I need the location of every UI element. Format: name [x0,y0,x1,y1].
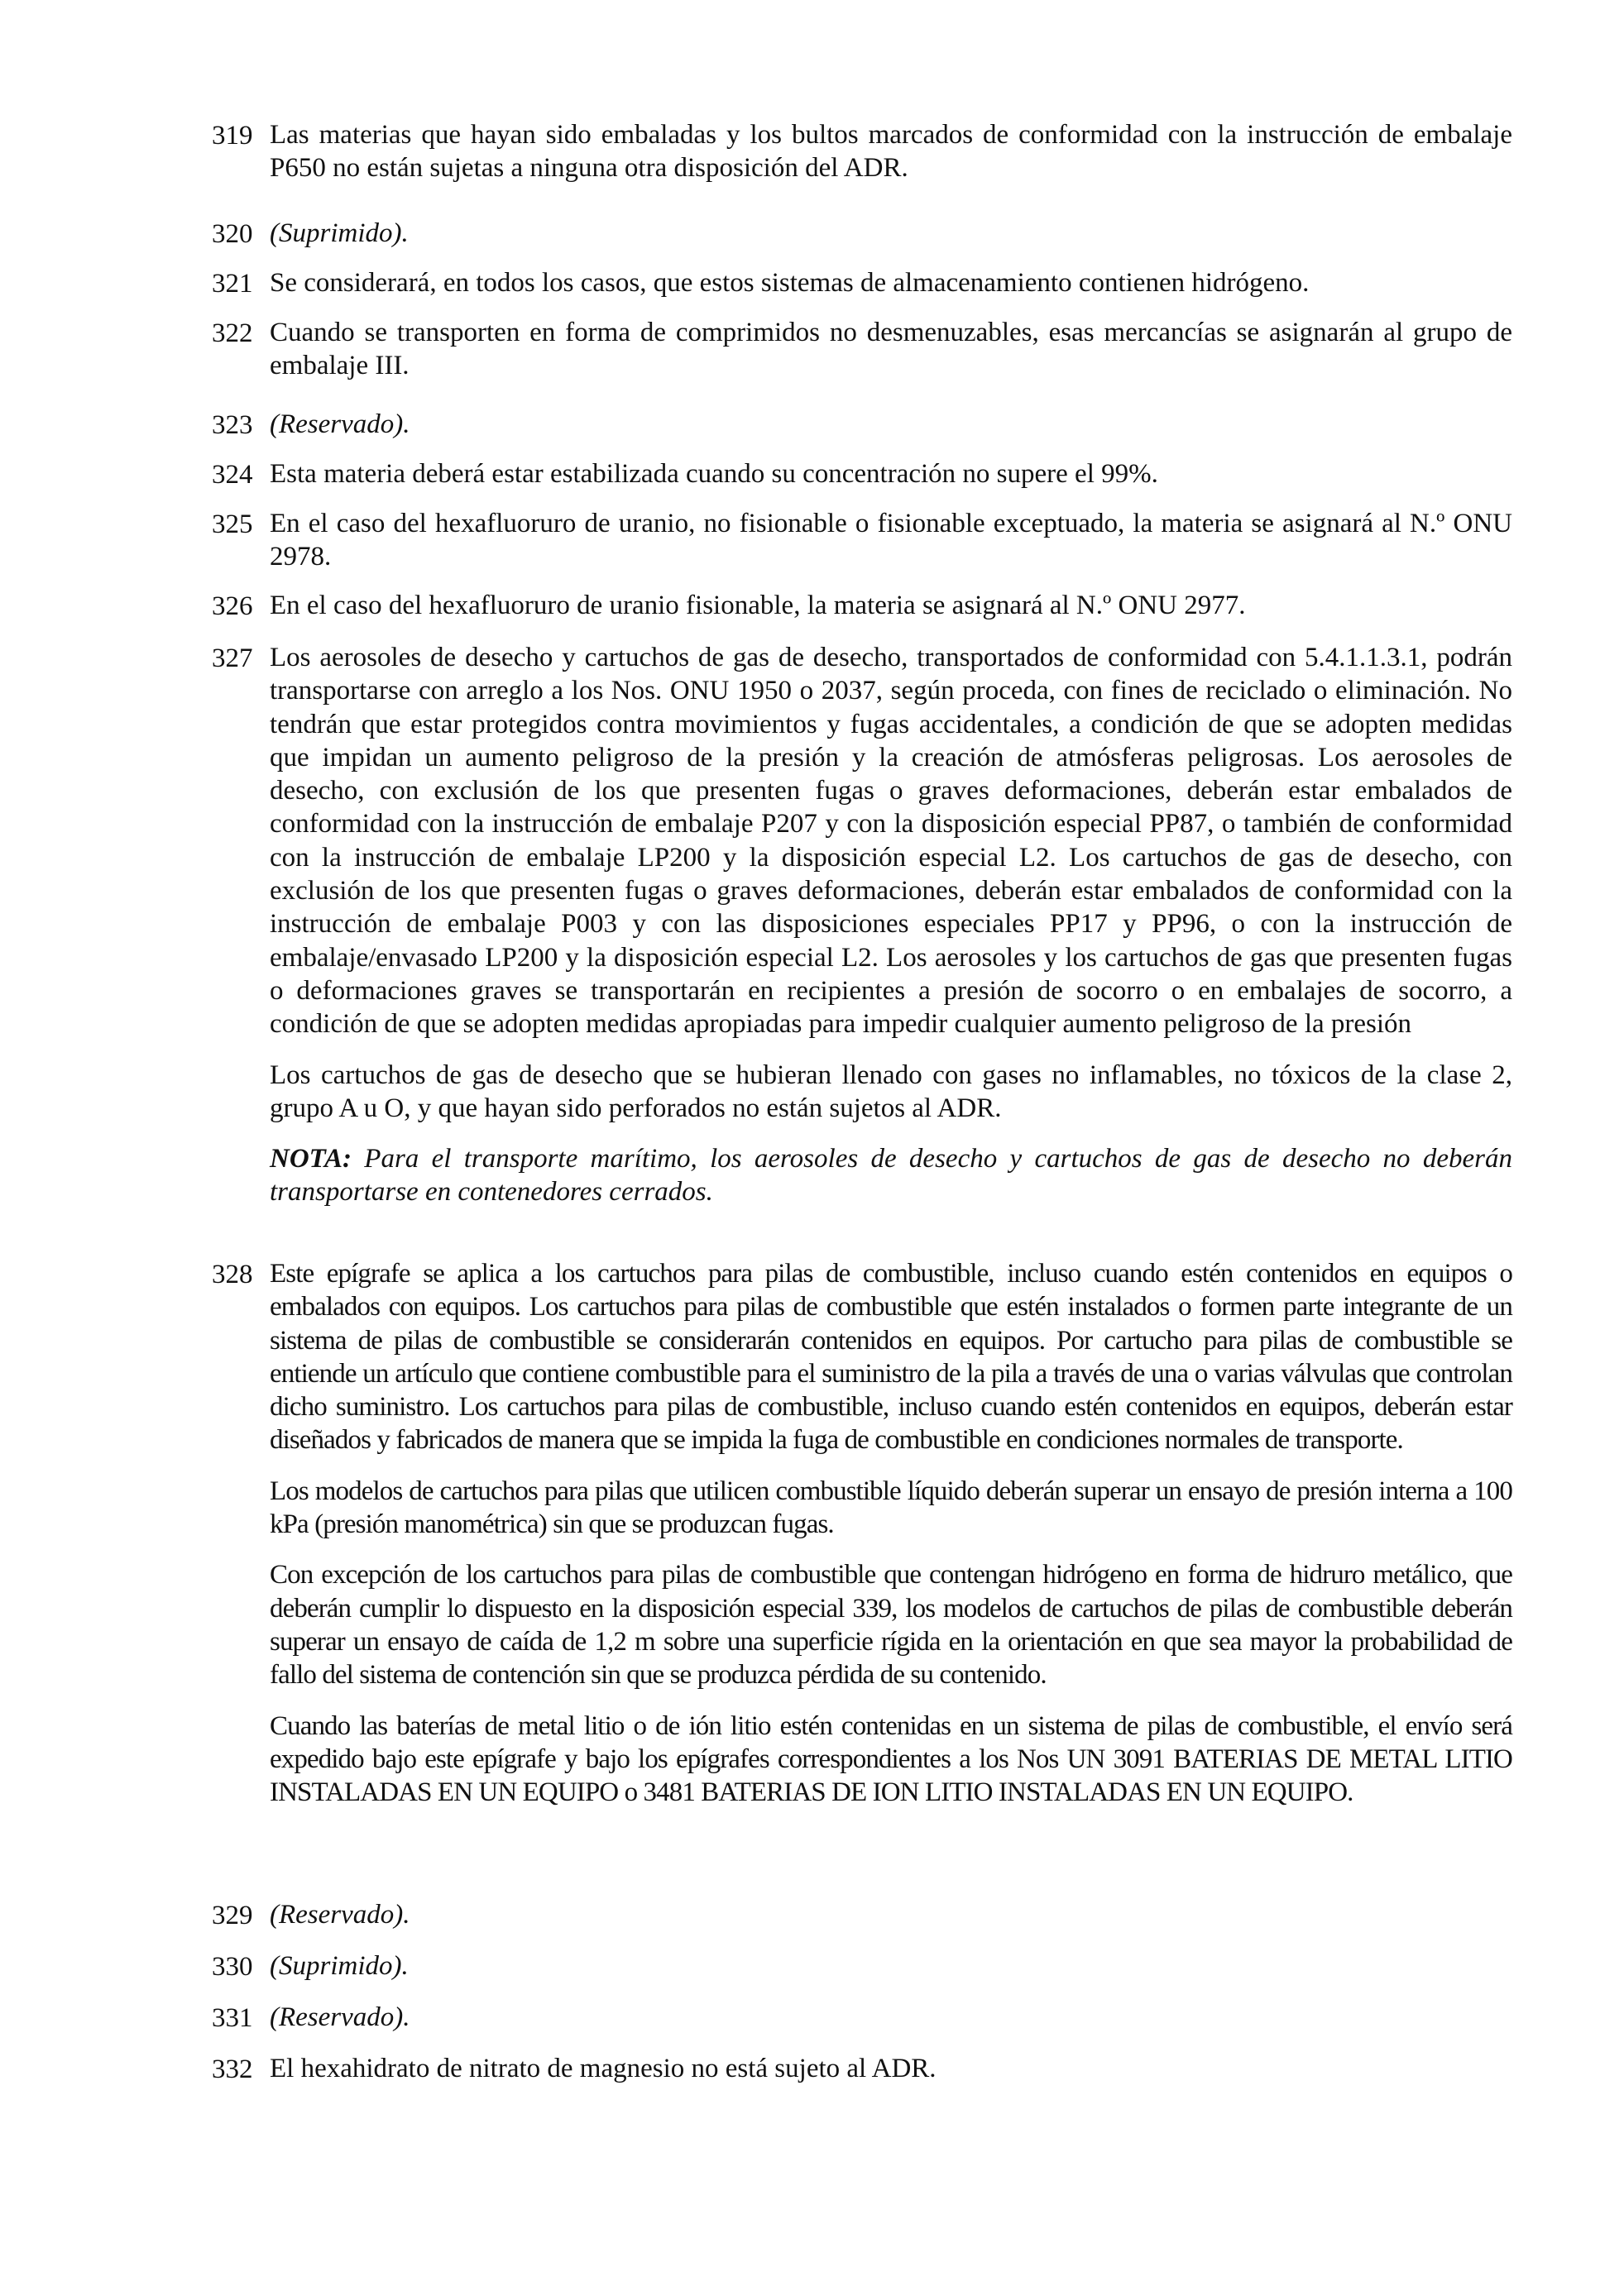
provision-text: Los aerosoles de desecho y cartuchos de gas de desecho, transportados de conformidad con 5.4.1.1.3.1, podrán transportarse con arreglo a los Nos. ONU 1950 o 2037, según proceda, con fines de reciclado o eliminación. No tendrán que estar protegidos contra movimientos y fugas accidentales, a condición de que se adopten medidas que impidan un aumento peligroso de la presión y la creación de atmósferas peligrosas. Los aerosoles de desecho, con exclusión de los que presenten fugas o graves deformaciones, deberán estar embalados de conformidad con la instrucción de embalaje P207 y con la disposición especial PP87, o también de conformidad con la instrucción de embalaje LP200 y la disposición especial L2. Los cartuchos de gas de desecho, con exclusión de los que presenten fugas o graves deformaciones, deberán estar embalados de conformidad con la instrucción de embalaje P003 y con las disposiciones especiales PP17 y PP96, o con la instrucción de embalaje/envasado LP200 y la disposición especial L2. Los aerosoles y los cartuchos de gas que presenten fugas o deformaciones graves se transportarán en recipientes a presión de socorro o en embalajes de socorro, a condición de que se adopten medidas apropiadas para impedir cualquier aumento peligroso de la presión [270,643,1512,1040]
provision-number: 323 [212,410,253,440]
provision-328 [212,1257,1512,1809]
provision-number: 322 [212,318,253,348]
provision-329 [212,1898,1512,1931]
provision-number: 331 [212,2003,253,2033]
provision-325 [212,507,1512,574]
provision-text: Cuando las baterías de metal litio o de ión litio estén contenidas en un sistema de pilas de combustible, el envío será expedido bajo este epígrafe y bajo los epígrafes correspondientes a los Nos UN 3091 BATERIAS DE METAL LITIO INSTALADAS EN UN EQUIPO o 3481 BATERIAS DE ION LITIO INSTALADAS EN UN EQUIPO. [270,1710,1512,1808]
note-label: NOTA: [270,1144,352,1174]
provision-text: Los modelos de cartuchos para pilas que utilicen combustible líquido deberán superar un ensayo de presión interna a 100 kPa (presión manométrica) sin que se produzcan fugas. [270,1476,1512,1540]
provision-text: Esta materia deberá estar estabilizada cuando su concentración no supere el 99%. [270,459,1158,489]
provision-number: 324 [212,460,253,490]
provision-number: 327 [212,643,253,673]
provision-number: 328 [212,1260,253,1289]
provision-text: (Reservado). [270,1900,410,1930]
provision-332 [212,2052,1512,2085]
provision-text: (Suprimido). [270,1951,409,1981]
provision-text: (Reservado). [270,409,410,439]
provision-number: 326 [212,591,253,621]
note-text: Para el transporte marítimo, los aerosoles de desecho y cartuchos de gas de desecho no deberán transportarse en contenedores cerrados. [270,1144,1512,1208]
provision-text: Los cartuchos de gas de desecho que se hubieran llenado con gases no inflamables, no tóxicos de la clase 2, grupo A u O, y que hayan sido perforados no están sujetos al ADR. [270,1060,1512,1123]
provision-319 [212,118,1512,185]
provision-330 [212,1949,1512,1983]
provision-321 [212,266,1512,299]
provision-number: 325 [212,509,253,539]
provision-text: Con excepción de los cartuchos para pilas de combustible que contengan hidrógeno en forma de hidruro metálico, que deberán cumplir lo dispuesto en la disposición especial 339, los modelos de cartuchos de pilas de combustible deberán superar un ensayo de caída de 1,2 m sobre una superficie rígida en la orientación en que sea mayor la probabilidad de fallo del sistema de contención sin que se produzca pérdida de su contenido. [270,1560,1512,1691]
provision-text: Se considerará, en todos los casos, que estos sistemas de almacenamiento contienen hidrógeno. [270,268,1310,298]
provision-number: 329 [212,1901,253,1930]
provision-text: Las materias que hayan sido embaladas y los bultos marcados de conformidad con la instrucción de embalaje P650 no están sujetas a ninguna otra disposición del ADR. [270,120,1512,184]
provision-number: 320 [212,219,253,249]
provision-text: En el caso del hexafluoruro de uranio fisionable, la materia se asignará al N.º ONU 2977. [270,591,1246,620]
provision-text: Cuando se transporten en forma de comprimidos no desmenuzables, esas mercancías se asignarán al grupo de embalaje III. [270,318,1512,381]
provision-number: 330 [212,1952,253,1982]
provision-text: (Suprimido). [270,218,409,248]
provision-text: El hexahidrato de nitrato de magnesio no está sujeto al ADR. [270,2054,937,2083]
provision-note [270,1142,1512,1209]
provision-text: Este epígrafe se aplica a los cartuchos para pilas de combustible, incluso cuando estén contenidos en equipos o embalados con equipos. Los cartuchos para pilas de combustible que estén instalados o formen parte integrante de un sistema de pilas de combustible se considerarán contenidos en equipos. Por cartucho para pilas de combustible se entiende un artículo que contiene combustible para el suministro de la pila a través de una o varias válvulas que controlan dicho suministro. Los cartuchos para pilas de combustible, incluso cuando estén contenidos en equipos, deberán estar diseñados y fabricados de manera que se impida la fuga de combustible en condiciones normales de transporte. [270,1259,1512,1456]
provision-331 [212,2001,1512,2034]
provision-text: (Reservado). [270,2002,410,2032]
provision-number: 332 [212,2054,253,2084]
provision-number: 321 [212,269,253,299]
provision-320 [212,217,1512,250]
provision-327 [212,641,1512,1209]
provision-322 [212,316,1512,383]
provision-326 [212,589,1512,622]
provision-324 [212,457,1512,490]
provision-323 [212,408,1512,441]
provision-number: 319 [212,121,253,151]
provision-text: En el caso del hexafluoruro de uranio, no fisionable o fisionable exceptuado, la materia se asignará al N.º ONU 2978. [270,509,1512,572]
